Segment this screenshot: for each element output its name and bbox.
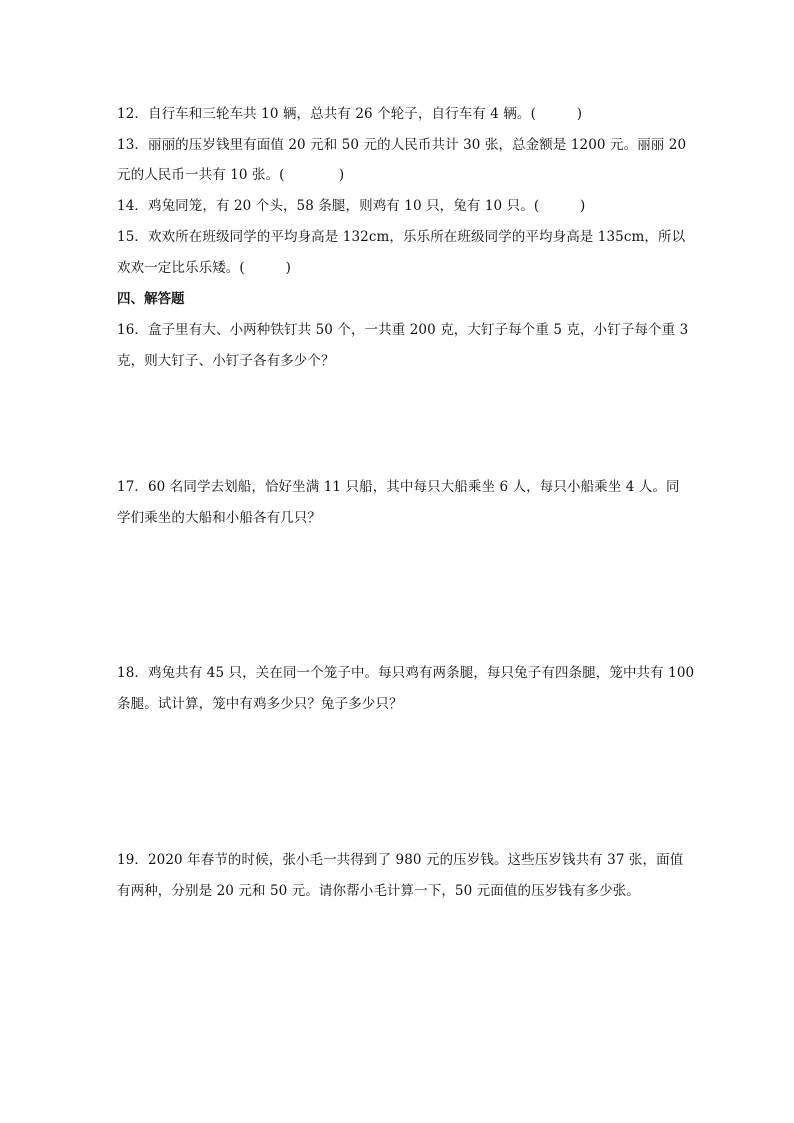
- question-16-line-1: 16．盒子里有大、小两种铁钉共 50 个，一共重 200 克，大钉子每个重 5 克，小钉子每个重 3: [117, 322, 689, 338]
- question-18-line-1: 18．鸡兔共有 45 只，关在同一个笼子中。每只鸡有两条腿，每只兔子有四条腿，笼中共有 100: [117, 665, 695, 681]
- question-13-line-1: 13．丽丽的压岁钱里有面值 20 元和 50 元的人民币共计 30 张，总金额是 1200 元。丽丽 20: [117, 137, 687, 153]
- question-15-line-1: 15．欢欢所在班级同学的平均身高是 132cm，乐乐所在班级同学的平均身高是 135cm，所以: [117, 229, 686, 245]
- question-19-line-1: 19．2020 年春节的时候，张小毛一共得到了 980 元的压岁钱。这些压岁钱共有 37 张，面值: [117, 852, 684, 868]
- section-heading: 四、解答题: [117, 291, 185, 307]
- question-13-line-2: 元的人民币一共有 10 张。( ): [117, 167, 345, 183]
- question-16-line-2: 克，则大钉子、小钉子各有多少个？: [117, 353, 335, 369]
- question-15-line-2: 欢欢一定比乐乐矮。( ): [117, 260, 291, 276]
- question-19-line-2: 有两种，分别是 20 元和 50 元。请你帮小毛计算一下，50 元面值的压岁钱有多少张。: [117, 883, 640, 899]
- question-18-line-2: 条腿。试计算，笼中有鸡多少只？兔子多少只？: [117, 696, 403, 712]
- question-17-line-2: 学们乘坐的大船和小船各有几只？: [117, 510, 321, 526]
- question-14-line-1: 14．鸡兔同笼，有 20 个头，58 条腿，则鸡有 10 只，兔有 10 只。( ): [117, 198, 586, 214]
- question-12-line-1: 12．自行车和三轮车共 10 辆，总共有 26 个轮子，自行车有 4 辆。( ): [117, 106, 583, 122]
- question-17-line-1: 17．60 名同学去划船，恰好坐满 11 只船，其中每只大船乘坐 6 人，每只小船乘坐 4 人。同: [117, 479, 680, 495]
